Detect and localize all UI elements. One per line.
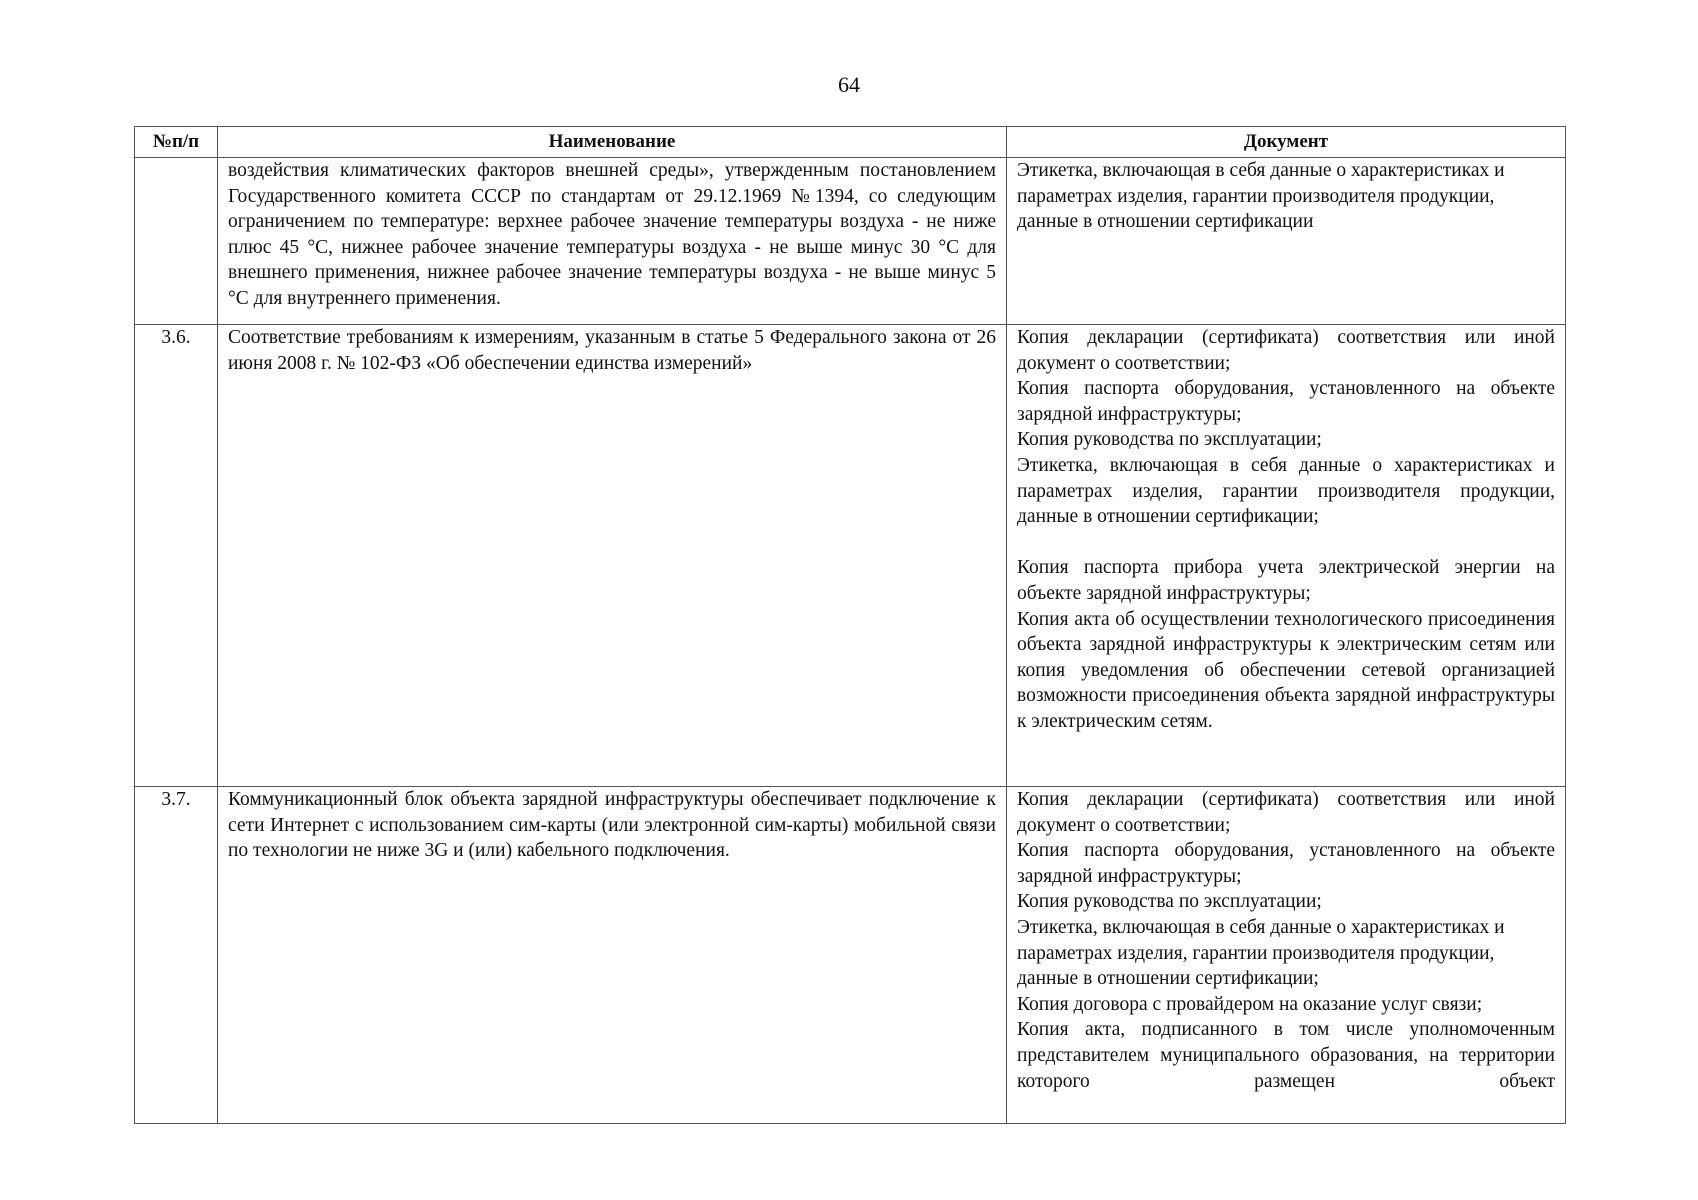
document-item: Копия руководства по эксплуатации;	[1017, 429, 1322, 451]
document-item: Этикетка, включающая в себя данные о характеристиках и параметрах изделия, гарантии производителя продукции, данные в отношении сертификации	[1017, 160, 1505, 233]
requirement-name: Коммуникационный блок объекта зарядной инфраструктуры обеспечивает подключение к сети Интернет с использованием сим-карты (или электронной сим-карты) мобильной связи по технологии не ниже 3G и (или) кабельного подключения.	[218, 787, 1007, 1124]
document-item: Копия руководства по эксплуатации;	[1017, 891, 1322, 913]
document-cell	[1007, 325, 1566, 787]
requirement-name: воздействия климатических факторов внешней среды», утвержденным постановлением Государственного комитета СССР по стандартам от 29.12.1969 №1394, со следующим ограничением по температуре: верхнее рабочее значение температуры воздуха - не ниже плюс 45 °С, нижнее рабочее значение температуры воздуха - не выше минус 30 °С для внешнего применения, нижнее рабочее значение температуры воздуха - не выше минус 5 °С для внутреннего применения.	[218, 158, 1007, 325]
page-number: 64	[838, 72, 860, 97]
document-spacer	[1017, 530, 1555, 556]
document-item: Копия паспорта прибора учета электрической энергии на объекте зарядной инфраструктуры;	[1017, 557, 1555, 604]
document-item: Копия декларации (сертификата) соответствия или иной документ о соответствии;	[1017, 789, 1555, 836]
document-item: Этикетка, включающая в себя данные о характеристиках и параметрах изделия, гарантии производителя продукции, данные в отношении сертификации;	[1017, 916, 1505, 990]
document-item: Этикетка, включающая в себя данные о характеристиках и параметрах изделия, гарантии производителя продукции, данные в отношении сертификации;	[1017, 454, 1555, 528]
document-item: Копия декларации (сертификата) соответствия или иной документ о соответствии;	[1017, 327, 1555, 374]
document-item: Копия договора с провайдером на оказание услуг связи;	[1017, 993, 1483, 1015]
requirements-table	[134, 126, 1566, 1124]
table-row	[135, 787, 1566, 1124]
header-num: №п/п	[135, 127, 218, 158]
document-cell	[1007, 787, 1566, 1124]
document-item: Копия акта об осуществлении технологического присоединения объекта зарядной инфраструктуры к электрическим сетям или копия уведомления об обеспечении сетевой организацией возможности присоединения объекта зарядной инфраструктуры к электрическим сетям.	[1017, 608, 1555, 732]
table-header-row	[135, 127, 1566, 158]
document-item: Копия паспорта оборудования, установленного на объекте зарядной инфраструктуры;	[1017, 840, 1555, 887]
requirement-name: Соответствие требованиям к измерениям, указанным в статье 5 Федерального закона от 26 июня 2008 г. № 102-ФЗ «Об обеспечении единства измерений»	[218, 325, 1007, 787]
document-item: Копия паспорта оборудования, установленного на объекте зарядной инфраструктуры;	[1017, 378, 1555, 425]
document-cell	[1007, 158, 1566, 325]
row-number: 3.6.	[135, 325, 218, 787]
document-item: Копия акта, подписанного в том числе уполномоченным представителем муниципального образования, на территории которого размещен объект	[1017, 1019, 1555, 1092]
table-row	[135, 325, 1566, 787]
row-number	[135, 158, 218, 325]
header-doc: Документ	[1007, 127, 1566, 158]
row-number: 3.7.	[135, 787, 218, 1124]
header-name: Наименование	[218, 127, 1007, 158]
table-row	[135, 158, 1566, 325]
